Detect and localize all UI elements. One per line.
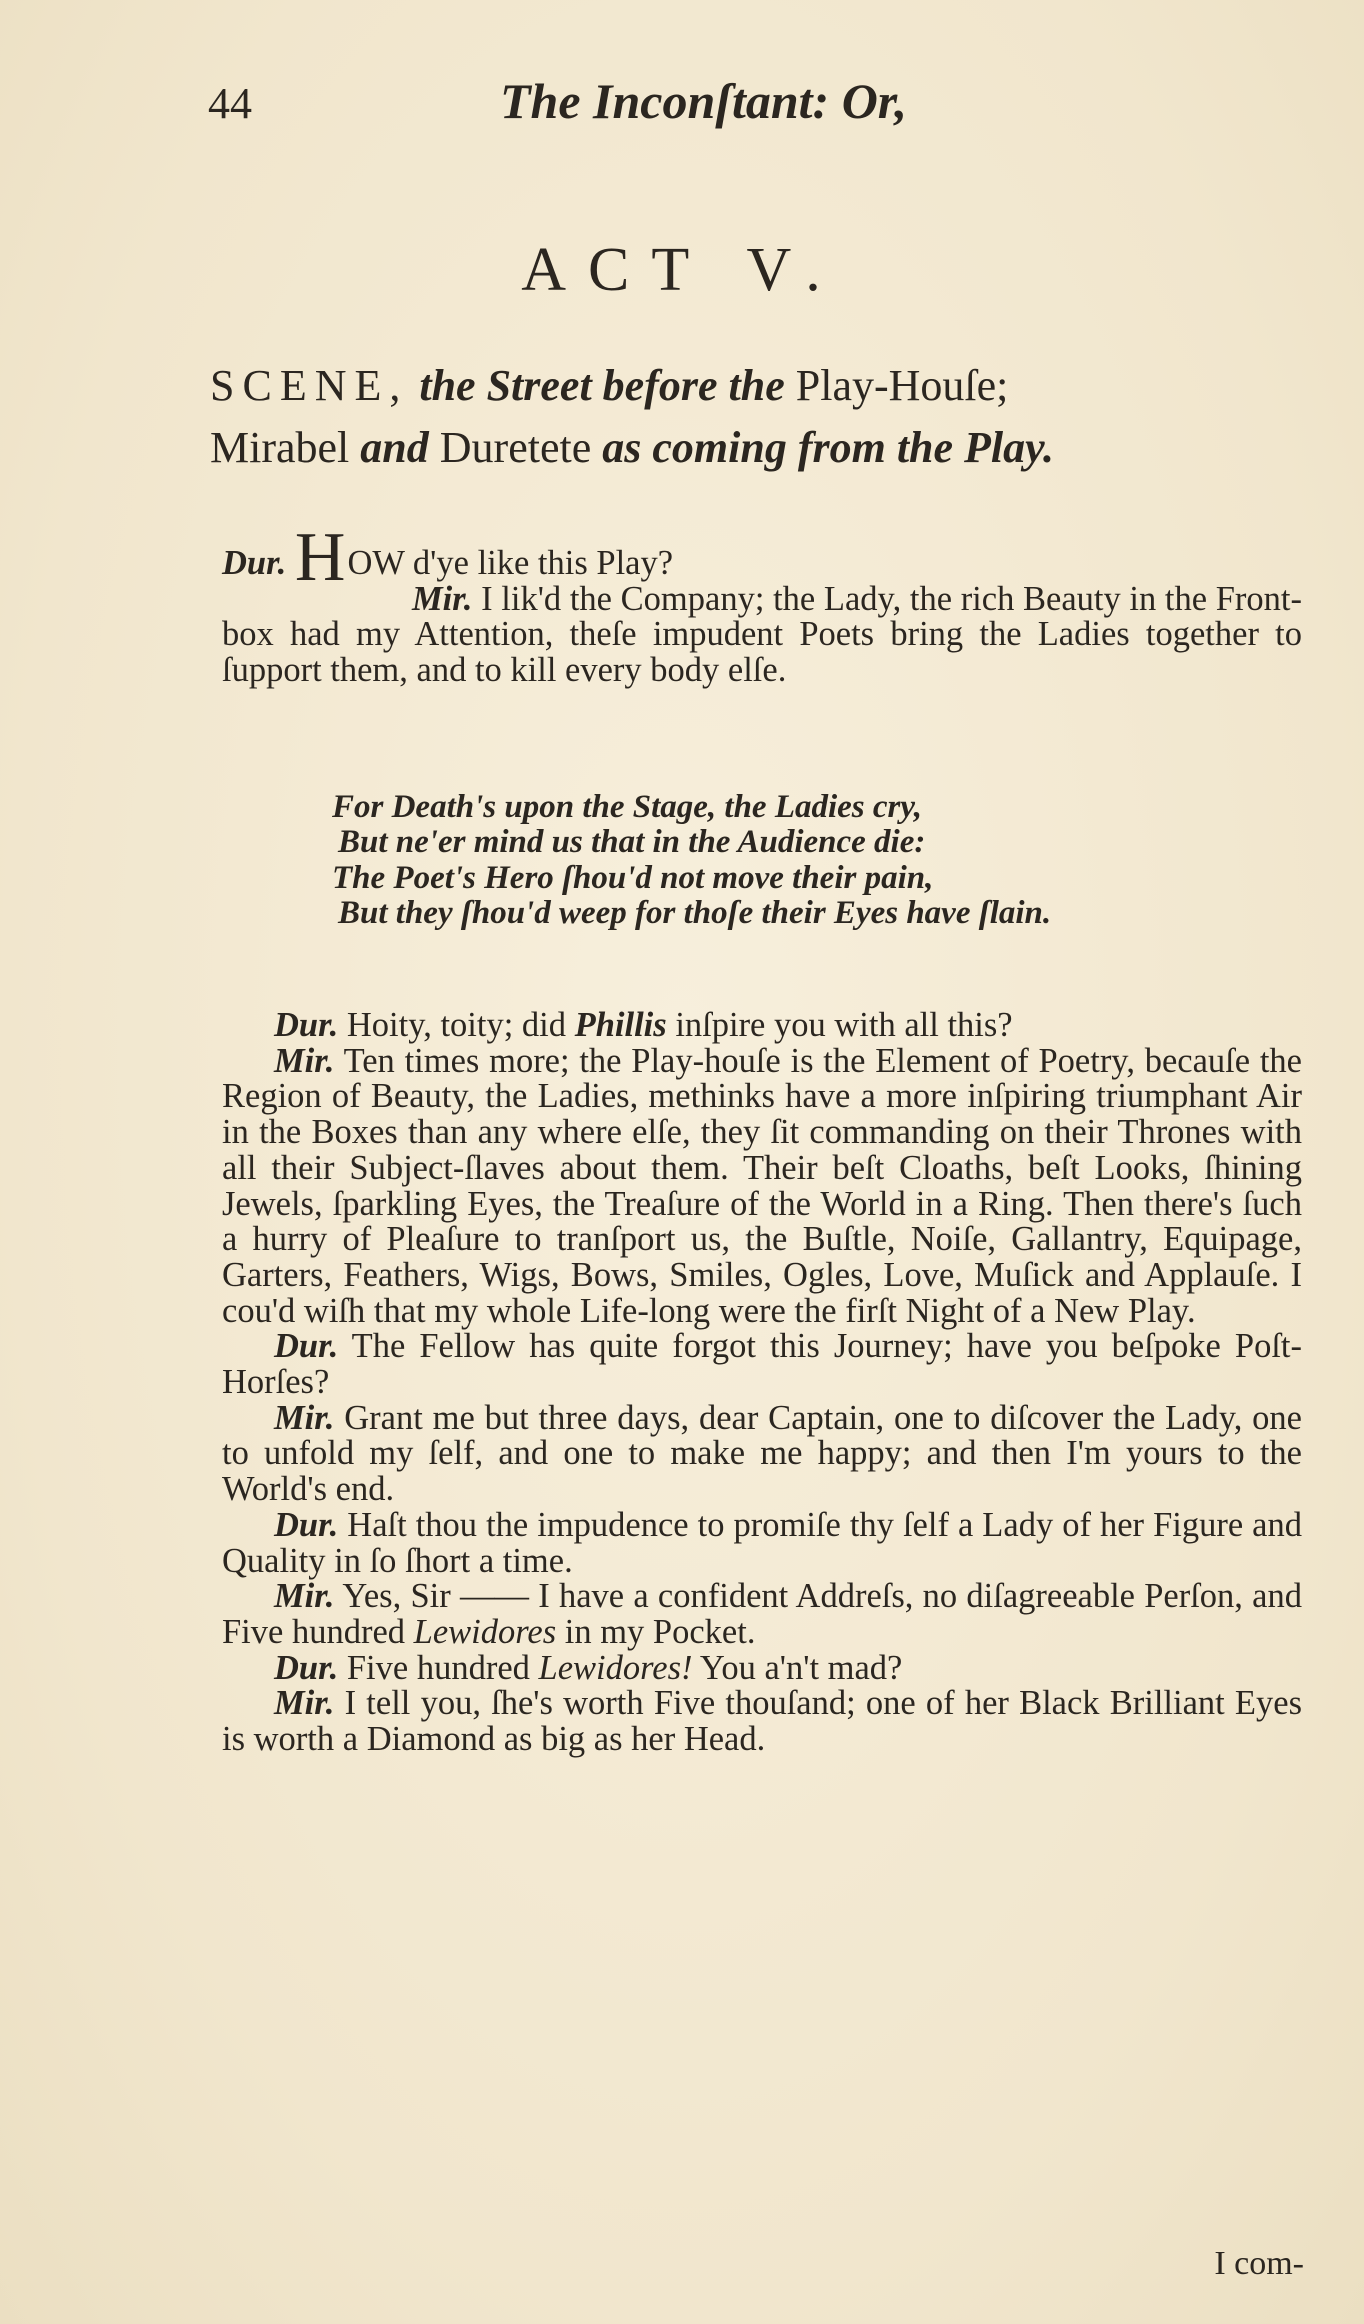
catchword: I com- [1214,2245,1304,2282]
speech [222,519,1302,690]
speech-text: OW d'ye like this Play? [347,544,674,582]
speech [222,1505,1302,1580]
scene-location: the Street before the [419,361,785,410]
speaker: Mir. [412,579,473,618]
speech-text: I lik'd the Company; the Lady, the rich Beauty in the Front-box had my Attention, theſe impudent Poets bring the Ladies together to ſupport them, and to kill every body elſe. [222,579,1302,690]
scene-place: Play-Houſe; [795,361,1009,410]
speech [222,1041,1302,1330]
verse-line: But ne'er mind us that in the Audience die: [338,824,926,861]
speech-text: The Fellow has quite forgot this Journey; have you beſpoke Poſt-Horſes? [222,1327,1302,1402]
character-name: Mirabel [210,423,350,472]
speech [222,1008,1302,1044]
dialogue-block [222,1008,1302,1758]
verse-line: The Poet's Hero ſhou'd not move their pain, [332,859,934,896]
speech-text: in my Pocket. [564,1612,756,1651]
verse-line: For Death's upon the Stage, the Ladies cry, [332,789,923,825]
speech [222,1579,1302,1650]
speech [222,1329,1302,1400]
scene-label: SCENE, [210,361,409,410]
speaker: Dur. [274,1648,339,1687]
page-header [200,72,1274,142]
speech-text: Ten times more; the Play-houſe is the Element of Poetry, becauſe the Region of Beauty, the Ladies, methinks have a more inſpiring triumphant Air in the Boxes than any where elſe, they ſit commanding on their Thrones with all their Subject-ſlaves about them. Their beſt Cloaths, beſt Looks, ſhining Jewels, ſparkling Eyes, the Treaſure of the World in a Ring. Then there's ſuch a hurry of Pleaſure to tranſport us, the Buſtle, Noiſe, Gallantry, Equipage, Garters, Feathers, Wigs, Bows, Smiles, Ogles, Love, Muſick and Applauſe. I cou'd wiſh that my whole Life-long were the firſt Night of a New Play. [222,1041,1302,1330]
speaker: Dur. [274,1006,339,1044]
stage-direction: as coming from the Play. [602,423,1055,472]
speech-text: You a'n't mad? [699,1648,903,1687]
speaker: Dur. [274,1505,339,1544]
speech-text: I tell you, ſhe's worth Five thouſand; one of her Black Brilliant Eyes is worth a Diamond as big as her Head. [222,1684,1302,1759]
character-name: Duretete [439,423,592,472]
speaker: Mir. [274,1684,335,1723]
act-heading: ACT V. [521,236,843,304]
scene-heading [210,355,1290,479]
coin-italic: Lewidores [413,1612,557,1651]
conjunction: and [360,423,429,472]
coin-italic: Lewidores! [538,1648,693,1687]
dialogue-block [222,519,1302,690]
speech [222,1398,1302,1509]
page-number: 44 [208,79,252,128]
speech-text: Haſt thou the impudence to promiſe thy ſelf a Lady of her Figure and Quality in ſo ſhort a time. [222,1505,1302,1580]
speech [222,1686,1302,1757]
speaker: Dur. [222,544,287,582]
speech-text: inſpire you with all this? [675,1006,1013,1044]
drop-cap: H [294,519,346,596]
speech [222,1648,1302,1687]
running-title: The Inconſtant: Or, [500,73,908,129]
speech-text: Five hundred [346,1648,530,1687]
speaker: Dur. [274,1327,339,1366]
speaker: Mir. [274,1041,335,1080]
speech-text: Grant me but three days, dear Captain, one to diſcover the Lady, one to unfold my ſelf, and one to make me happy; and then I'm yours to the World's end. [222,1398,1302,1509]
verse-line: But they ſhou'd weep for thoſe their Eyes have ſlain. [338,895,1052,932]
verse-block [332,790,1292,932]
speech-text: Yes, Sir —— I have a confident Addreſs, no diſagreeable Perſon, and Five hundred [222,1577,1302,1651]
speaker: Mir. [274,1577,335,1616]
speaker: Mir. [274,1398,335,1437]
name-italic: Phillis [574,1006,667,1044]
speech-text: Hoity, toity; did [346,1006,567,1044]
